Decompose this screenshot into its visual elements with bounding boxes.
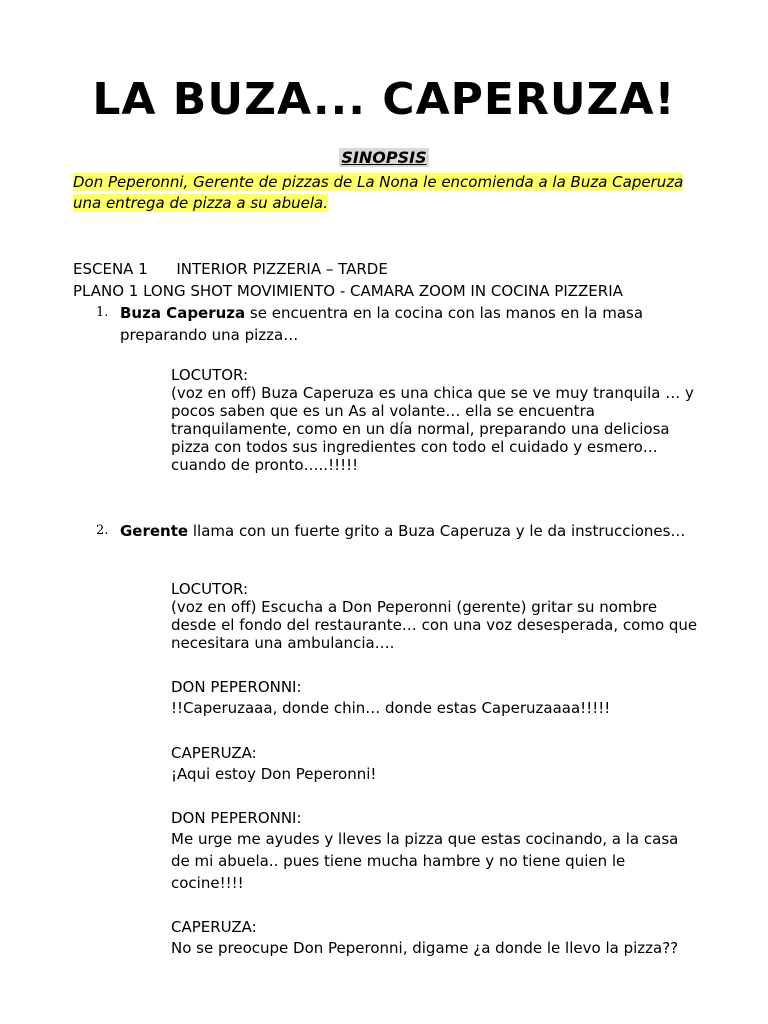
action-item-1 <box>96 302 696 346</box>
dialog-speaker: CAPERUZA: <box>171 918 257 936</box>
dialog-block-2 <box>171 580 701 652</box>
character-name: Gerente <box>120 522 189 540</box>
document-title: LA BUZA... CAPERUZA! <box>92 74 676 125</box>
dialog-text: No se preocupe Don Peperonni, digame ¿a donde le llevo la pizza?? <box>171 939 679 957</box>
sinopsis-heading <box>0 147 768 169</box>
dialog-block-3 <box>171 677 701 719</box>
list-number: 2. <box>96 523 109 538</box>
sinopsis-heading-text: SINOPSIS <box>341 148 427 167</box>
dialog-block-1 <box>171 366 701 474</box>
action-item-2 <box>96 520 696 542</box>
sinopsis-body <box>73 172 693 214</box>
dialog-block-5 <box>171 808 701 894</box>
dialog-speaker: LOCUTOR: <box>171 366 249 384</box>
dialog-speaker: CAPERUZA: <box>171 744 257 762</box>
dialog-speaker: DON PEPERONNI: <box>171 678 302 696</box>
dialog-block-6 <box>171 917 701 959</box>
dialog-text: (voz en off) Escucha a Don Peperonni (gerente) gritar su nombre desde el fondo del restaurante… con una voz desesperada, como que necesitara una ambulancia…. <box>171 598 698 652</box>
dialog-block-4 <box>171 743 701 785</box>
scene-heading: ESCENA 1 INTERIOR PIZZERIA – TARDE <box>73 260 388 278</box>
dialog-speaker: LOCUTOR: <box>171 580 249 598</box>
sinopsis-body-text: Don Peperonni, Gerente de pizzas de La Nona le encomienda a la Buza Caperuza una entrega de pizza a su abuela. <box>73 173 684 212</box>
list-number: 1. <box>96 305 109 320</box>
action-text <box>120 520 696 542</box>
character-name: Buza Caperuza <box>120 304 246 322</box>
dialog-text: !!Caperuzaaa, donde chin… donde estas Caperuzaaaa!!!!! <box>171 699 611 717</box>
dialog-text: ¡Aqui estoy Don Peperonni! <box>171 765 377 783</box>
action-description: se encuentra en la cocina con las manos en la masa preparando una pizza… <box>120 304 644 344</box>
action-text <box>120 302 696 346</box>
dialog-text: Me urge me ayudes y lleves la pizza que estas cocinando, a la casa de mi abuela.. pues tiene mucha hambre y no tiene quien le cocine!!!! <box>171 830 679 892</box>
shot-heading: PLANO 1 LONG SHOT MOVIMIENTO - CAMARA ZOOM IN COCINA PIZZERIA <box>73 282 623 300</box>
dialog-text: (voz en off) Buza Caperuza es una chica que se ve muy tranquila … y pocos saben que es un As al volante… ella se encuentra tranquilamente, como en un día normal, preparando una deliciosa pizza con todos sus ingredientes con todo el cuidado y esmero… cuando de pronto…..!!!!! <box>171 384 694 474</box>
dialog-speaker: DON PEPERONNI: <box>171 809 302 827</box>
action-description: llama con un fuerte grito a Buza Caperuza y le da instrucciones… <box>188 522 686 540</box>
